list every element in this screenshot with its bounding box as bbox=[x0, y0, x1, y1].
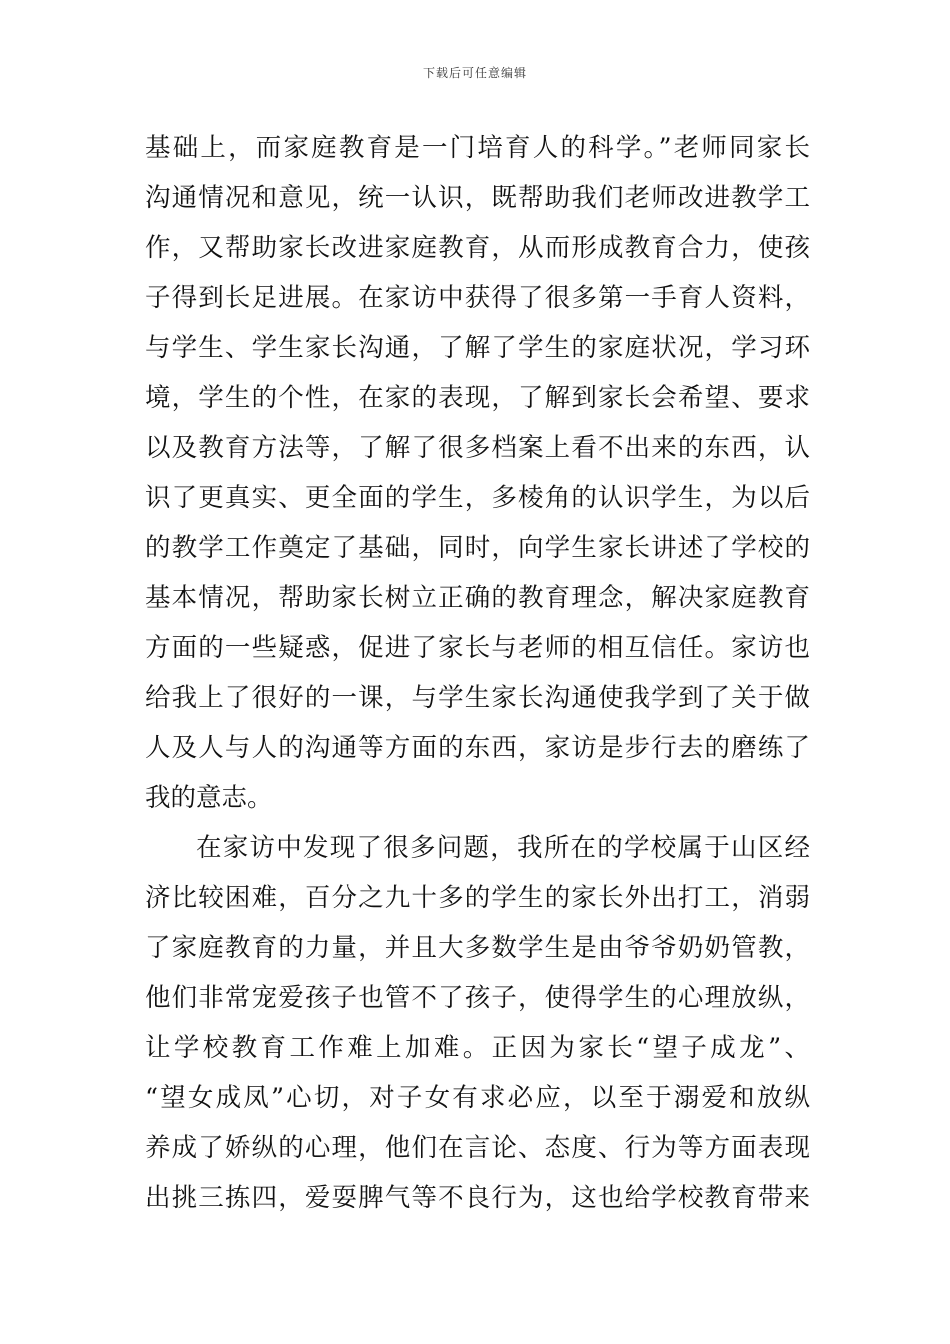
text-line: 作，又帮助家长改进家庭教育，从而形成教育合力，使孩 bbox=[145, 233, 810, 263]
text-line: 与学生、学生家长沟通，了解了学生的家庭状况，学习环 bbox=[145, 333, 810, 363]
text-line: 让学校教育工作难上加难。正因为家长“望子成龙”、 bbox=[145, 1033, 810, 1063]
text-line: 出挑三拣四，爱耍脾气等不良行为，这也给学校教育带来 bbox=[145, 1183, 810, 1213]
text-line: 基础上，而家庭教育是一门培育人的科学。”老师同家长 bbox=[145, 133, 810, 163]
paragraph-1 bbox=[145, 123, 810, 823]
text-line: 沟通情况和意见，统一认识，既帮助我们老师改进教学工 bbox=[145, 183, 810, 213]
text-line: “望女成凤”心切，对子女有求必应，以至于溺爱和放纵 bbox=[145, 1083, 810, 1113]
text-line: 基本情况，帮助家长树立正确的教育理念，解决家庭教育 bbox=[145, 583, 810, 613]
text-line: 在家访中发现了很多问题，我所在的学校属于山区经 bbox=[196, 833, 810, 863]
text-line: 济比较困难，百分之九十多的学生的家长外出打工，消弱 bbox=[145, 883, 810, 913]
text-line: 给我上了很好的一课，与学生家长沟通使我学到了关于做 bbox=[145, 683, 810, 713]
paragraph-2 bbox=[145, 823, 810, 1223]
text-line: 养成了娇纵的心理，他们在言论、态度、行为等方面表现 bbox=[145, 1133, 810, 1163]
text-line: 了家庭教育的力量，并且大多数学生是由爷爷奶奶管教， bbox=[145, 933, 810, 963]
text-line: 子得到长足进展。在家访中获得了很多第一手育人资料， bbox=[145, 283, 810, 313]
text-line: 的教学工作奠定了基础，同时，向学生家长讲述了学校的 bbox=[145, 533, 810, 563]
text-line: 以及教育方法等，了解了很多档案上看不出来的东西，认 bbox=[145, 433, 810, 463]
text-line: 方面的一些疑惑，促进了家长与老师的相互信任。家访也 bbox=[145, 633, 810, 663]
text-line: 我的意志。 bbox=[145, 783, 273, 813]
page-header: 下载后可任意编辑 bbox=[422, 66, 527, 80]
body-text bbox=[145, 123, 810, 1223]
text-line: 人及人与人的沟通等方面的东西，家访是步行去的磨练了 bbox=[145, 733, 810, 763]
text-line: 境，学生的个性，在家的表现，了解到家长会希望、要求 bbox=[145, 383, 810, 413]
text-line: 识了更真实、更全面的学生，多棱角的认识学生，为以后 bbox=[145, 483, 810, 513]
text-line: 他们非常宠爱孩子也管不了孩子，使得学生的心理放纵， bbox=[145, 983, 810, 1013]
